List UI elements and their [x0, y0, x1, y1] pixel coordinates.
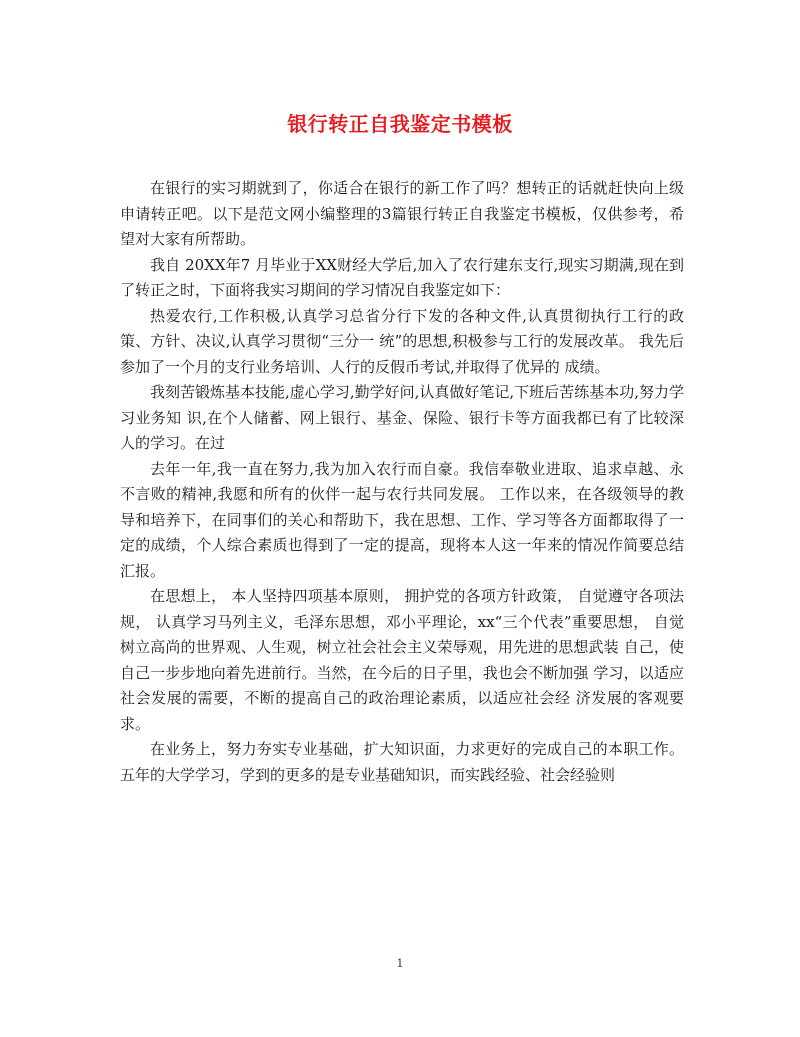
- paragraph-ideology: 在思想上， 本人坚持四项基本原则， 拥护党的各项方针政策， 自觉遵守各项法规， 认真学习马列主义，毛泽东思想，邓小平理论，xx“三个代表”重要思想， 自觉树立高尚的世界观、人生观，树立社会社会主义荣辱观，用先进的思想武装 自己，使自己一步步地向着先进前行。当然，在今后的日子里，我也会不断加强 学习，以适应社会发展的需要，不断的提高自己的政治理论素质，以适应社会经 济发展的客观要求。: [120, 587, 684, 733]
- paragraph-work-attitude: 热爱农行,工作积极,认真学习总省分行下发的各种文件,认真贯彻执行工行的政策、方针、决议,认真学习贯彻“三分一 统”的思想,积极参与工行的发展改革。 我先后参加了一个月的支行业务培训、人行的反假币考试,并取得了优异的 成绩。: [120, 306, 684, 376]
- paragraph-business: 在业务上，努力夯实专业基础，扩大知识面，力求更好的完成自己的本职工作。 五年的大学学习，学到的更多的是专业基础知识，而实践经验、社会经验则: [120, 740, 684, 784]
- paragraph-skills: 我刻苦锻炼基本技能,虚心学习,勤学好问,认真做好笔记,下班后苦练基本功,努力学习业务知 识,在个人储蓄、网上银行、基金、保险、银行卡等方面我都已有了比较深人的学习。在过: [120, 383, 684, 452]
- paragraph-intro: 在银行的实习期就到了，你适合在银行的新工作了吗？想转正的话就赶快向上级申请转正吧。以下是范文网小编整理的3篇银行转正自我鉴定书模板，仅供参考，希望对大家有所帮助。: [120, 179, 684, 248]
- document-title: 银行转正自我鉴定书模板: [287, 112, 513, 136]
- paragraph-past-year: 去年一年,我一直在努力,我为加入农行而自豪。我信奉敬业进取、追求卓越、永不言败的精神,我愿和所有的伙伴一起与农行共同发展。 工作以来，在各级领导的教导和培养下，在同事们的关心和帮助下，我在思想、工作、学习等各方面都取得了一定的成绩，个人综合素质也得到了一定的提高，现将本人这一年来的情况作简要总结汇报。: [120, 459, 684, 580]
- document-body: [120, 176, 684, 788]
- page-number: 1: [396, 957, 404, 970]
- paragraph-background: 我自 20XX年7 月毕业于XX财经大学后,加入了农行建东支行,现实习期满,现在到了转正之时，下面将我实习期间的学习情况自我鉴定如下：: [120, 255, 684, 299]
